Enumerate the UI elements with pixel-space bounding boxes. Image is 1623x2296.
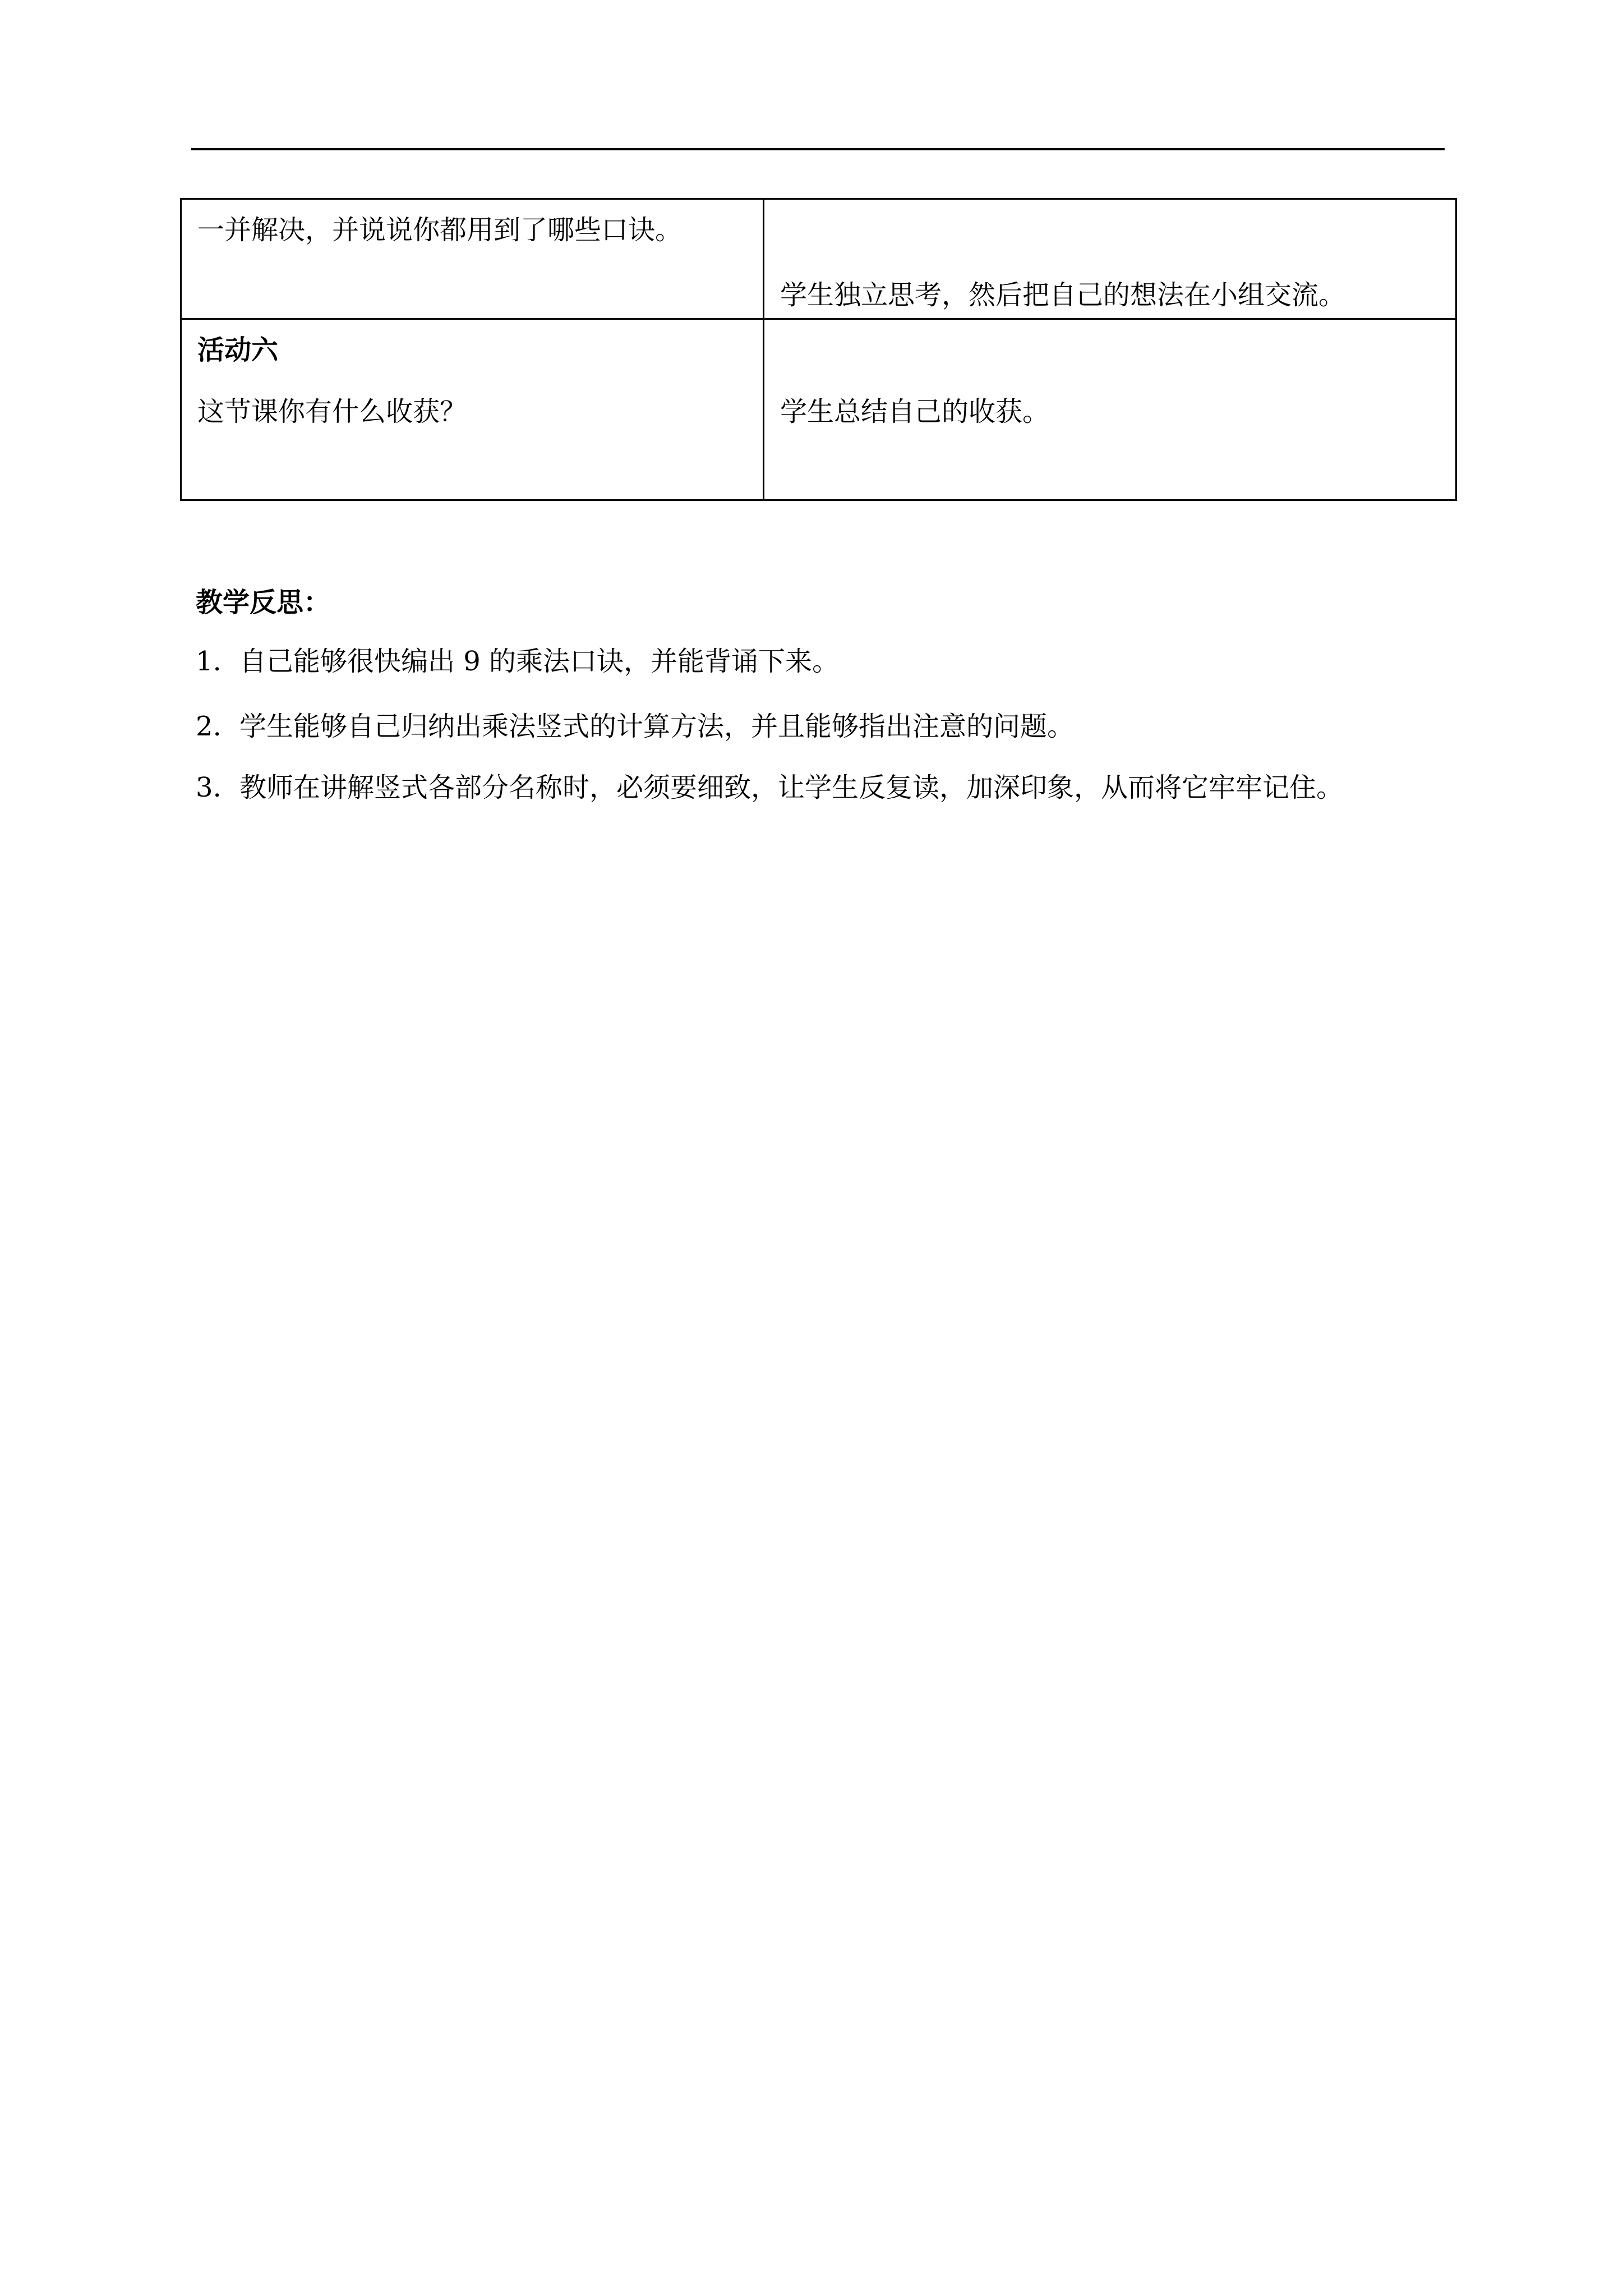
list-item-number: 1. — [196, 646, 222, 677]
list-item — [196, 643, 839, 679]
cell-text: 学生独立思考，然后把自己的想法在小组交流。 — [780, 279, 1346, 311]
list-item — [196, 770, 1343, 806]
cell-text: 这节课你有什么收获？ — [197, 396, 467, 427]
list-item-text: 学生能够自己归纳出乘法竖式的计算方法，并且能够指出注意的问题。 — [239, 711, 1075, 742]
student-activity-cell — [764, 319, 1456, 500]
header-rule — [191, 148, 1445, 150]
list-item — [196, 708, 1074, 744]
cell-text: 一并解决，并说说你都用到了哪些口诀。 — [197, 214, 683, 246]
list-item-number: 3. — [196, 772, 222, 803]
table-row — [181, 319, 1456, 500]
activity-heading: 活动六 — [197, 334, 279, 366]
table-row — [181, 199, 1456, 319]
teacher-activity-cell — [181, 319, 764, 500]
list-item-text: 自己能够很快编出 9 的乘法口诀，并能背诵下来。 — [239, 646, 840, 677]
teacher-activity-cell — [181, 199, 764, 319]
reflection-title: 教学反思： — [196, 587, 331, 618]
lesson-plan-table — [180, 198, 1457, 501]
student-activity-cell — [764, 199, 1456, 319]
cell-text: 学生总结自己的收获。 — [780, 396, 1050, 427]
list-item-text: 教师在讲解竖式各部分名称时，必须要细致，让学生反复读，加深印象，从而将它牢牢记住。 — [239, 772, 1344, 803]
list-item-number: 2. — [196, 711, 222, 742]
